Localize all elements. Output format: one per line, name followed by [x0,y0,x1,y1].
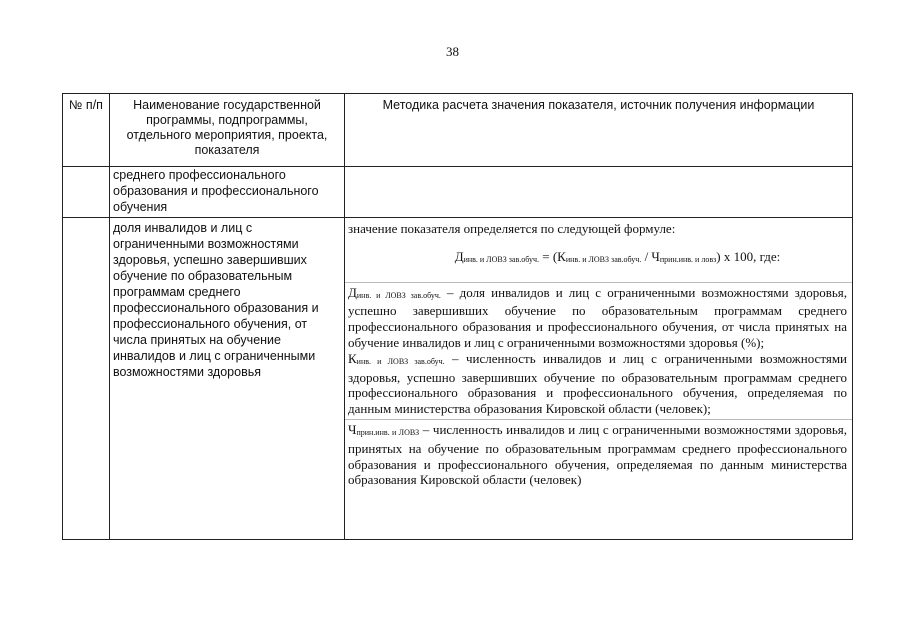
cell-num [63,167,110,218]
header-num: № п/п [63,94,110,167]
header-method: Методика расчета значения показателя, источник получения информации [345,94,853,167]
cell-num [63,218,110,540]
cell-name-continued: среднего профессионального образования и профессионального обучения [110,167,345,218]
definition-ch: $Ч_{прин.инв. и ЛОВЗ}$ – численность инвалидов и лиц с ограниченными возможностями здоровья, принятых на обучение по образовательным программам среднего профессионального образования и профессионального обучения, определяемая по данным министерства образования Кировской области (человек) [348,421,847,488]
cell-indicator-name: доля инвалидов и лиц с ограниченными возможностями здоровья, успешно завершивших обучение по образовательным программам среднего профессионального образования и профессионального обучения, от числа принятых на обучение инвалидов и лиц с ограниченными возможностями здоровья [110,218,345,540]
divider [345,419,852,420]
definition-d: $Д_{инв. и ЛОВЗ зав.обуч.}$ – доля инвалидов и лиц с ограниченными возможностями здоровья, успешно завершивших обучение по образовательным программам среднего профессионального образования и профессионального обучения, от числа принятых на обучение инвалидов и лиц с ограниченными возможностями здоровья (%); [348,284,847,350]
table-header-row [63,94,853,167]
formula: $Д_{инв. и ЛОВЗ зав.обуч.} = (К_{инв. и ЛОВЗ зав.обуч.} / Ч_{прин.инв. и ловз})$ x 100, где: [454,248,781,264]
page-number: 38 [446,44,459,59]
formula-intro: значение показателя определяется по следующей формуле: [348,221,676,236]
table-row [63,218,853,540]
divider [345,282,852,283]
indicator-table [62,93,853,540]
header-name: Наименование государственной программы, подпрограммы, отдельного мероприятия, проекта, показателя [110,94,345,167]
table-row [63,167,853,218]
cell-method-empty [345,167,853,218]
definition-k: $К_{инв. и ЛОВЗ зав.обуч.}$ – численность инвалидов и лиц с ограниченными возможностями здоровья, успешно завершивших обучение по образовательным программам среднего профессионального образования и профессионального обучения, определяемая по данным министерства образования Кировской области (человек); [348,350,847,417]
cell-method [345,218,853,540]
